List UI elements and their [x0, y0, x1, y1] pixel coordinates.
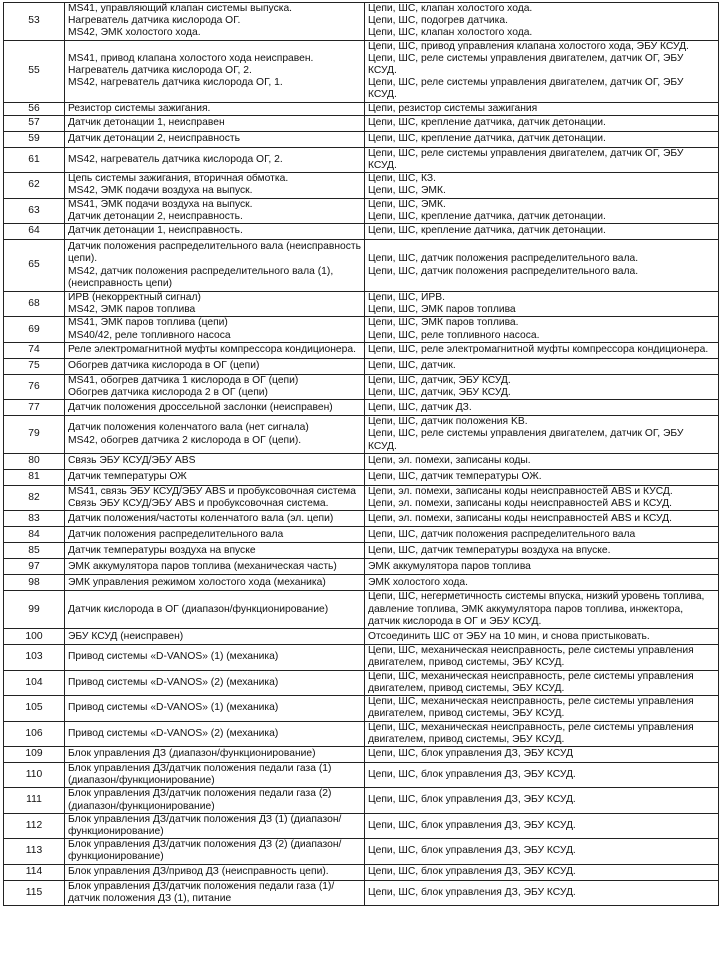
fault-description-cell: MS41, связь ЭБУ КСУД/ЭБУ ABS и пробуксовочная система Связь ЭБУ КСУД/ЭБУ ABS и пробуксовочная система.	[65, 485, 365, 510]
table-row	[4, 102, 719, 115]
fault-remedy-cell: Цепи, ШС, блок управления ДЗ, ЭБУ КСУД.	[365, 813, 719, 838]
fault-description-cell: Датчик температуры ОЖ	[65, 469, 365, 485]
table-row	[4, 224, 719, 240]
table-row	[4, 131, 719, 147]
fault-remedy-cell: Отсоединить ШС от ЭБУ на 10 мин, и снова пристыковать.	[365, 629, 719, 645]
fault-description-cell: ЭМК аккумулятора паров топлива (механическая часть)	[65, 559, 365, 575]
fault-remedy-cell: Цепи, ШС, ЭМК. Цепи, ШС, крепление датчика, датчик детонации.	[365, 198, 719, 223]
fault-remedy-cell: Цепи, ШС, КЗ. Цепи, ШС, ЭМК.	[365, 173, 719, 198]
fault-description-cell: Датчик положения распределительного вала	[65, 527, 365, 543]
fault-code-table-body	[4, 3, 719, 906]
fault-code-cell: 109	[4, 746, 65, 762]
table-row	[4, 864, 719, 880]
table-row	[4, 696, 719, 721]
fault-description-cell: ЭМК управления режимом холостого хода (механика)	[65, 575, 365, 591]
table-row	[4, 629, 719, 645]
fault-code-cell: 80	[4, 453, 65, 469]
fault-remedy-cell: Цепи, ШС, блок управления ДЗ, ЭБУ КСУД.	[365, 788, 719, 813]
table-row	[4, 342, 719, 358]
table-row	[4, 317, 719, 342]
fault-description-cell: MS41, управляющий клапан системы выпуска. Нагреватель датчика кислорода ОГ. MS42, ЭМК холостого хода.	[65, 3, 365, 41]
fault-remedy-cell: Цепи, ШС, блок управления ДЗ, ЭБУ КСУД.	[365, 864, 719, 880]
fault-code-cell: 104	[4, 670, 65, 695]
table-row	[4, 173, 719, 198]
fault-description-cell: Датчик положения/частоты коленчатого вала (эл. цепи)	[65, 511, 365, 527]
fault-remedy-cell: Цепи, эл. помехи, записаны коды.	[365, 453, 719, 469]
fault-description-cell: Привод системы «D-VANOS» (1) (механика)	[65, 645, 365, 670]
fault-description-cell: Резистор системы зажигания.	[65, 102, 365, 115]
fault-code-cell: 59	[4, 131, 65, 147]
fault-code-cell: 82	[4, 485, 65, 510]
fault-remedy-cell: Цепи, ШС, механическая неисправность, реле системы управления двигателем, привод системы, ЭБУ КСУД.	[365, 670, 719, 695]
fault-remedy-cell: Цепи, ШС, реле системы управления двигателем, датчик ОГ, ЭБУ КСУД.	[365, 147, 719, 172]
fault-description-cell: MS41, привод клапана холостого хода неисправен. Нагреватель датчика кислорода ОГ, 2. MS42, нагреватель датчика кислорода ОГ, 1.	[65, 40, 365, 102]
fault-description-cell: Блок управления ДЗ/датчик положения ДЗ (2) (диапазон/функционирование)	[65, 839, 365, 864]
fault-description-cell: Датчик положения коленчатого вала (нет сигнала) MS42, обогрев датчика 2 кислорода в ОГ (цепи).	[65, 416, 365, 454]
fault-code-cell: 113	[4, 839, 65, 864]
fault-code-cell: 103	[4, 645, 65, 670]
fault-code-cell: 61	[4, 147, 65, 172]
fault-code-cell: 64	[4, 224, 65, 240]
fault-remedy-cell: Цепи, ШС, датчик положения распределительного вала. Цепи, ШС, датчик положения распределительного вала.	[365, 240, 719, 292]
table-row	[4, 358, 719, 374]
fault-description-cell: Датчик температуры воздуха на впуске	[65, 543, 365, 559]
fault-code-cell: 114	[4, 864, 65, 880]
fault-code-cell: 105	[4, 696, 65, 721]
fault-code-cell: 85	[4, 543, 65, 559]
table-row	[4, 591, 719, 629]
table-row	[4, 453, 719, 469]
fault-code-cell: 63	[4, 198, 65, 223]
fault-code-cell: 75	[4, 358, 65, 374]
table-row	[4, 240, 719, 292]
table-row	[4, 543, 719, 559]
fault-description-cell: MS41, обогрев датчика 1 кислорода в ОГ (цепи) Обогрев датчика кислорода 2 в ОГ (цепи)	[65, 374, 365, 399]
fault-remedy-cell: Цепи, ШС, датчик ДЗ.	[365, 400, 719, 416]
fault-description-cell: MS41, ЭМК паров топлива (цепи) MS40/42, реле топливного насоса	[65, 317, 365, 342]
table-row	[4, 670, 719, 695]
table-row	[4, 115, 719, 131]
fault-remedy-cell: ЭМК аккумулятора паров топлива	[365, 559, 719, 575]
fault-remedy-cell: Цепи, ШС, привод управления клапана холостого хода, ЭБУ КСУД. Цепи, ШС, реле системы управления двигателем, датчик ОГ, ЭБУ КСУД. Цепи, ШС, реле системы управления двигателем, датчик ОГ, ЭБУ КСУД.	[365, 40, 719, 102]
fault-description-cell: Реле электромагнитной муфты компрессора кондиционера.	[65, 342, 365, 358]
fault-remedy-cell: Цепи, ШС, механическая неисправность, реле системы управления двигателем, привод системы, ЭБУ КСУД.	[365, 645, 719, 670]
fault-code-cell: 83	[4, 511, 65, 527]
fault-description-cell: Датчик детонации 1, неисправность.	[65, 224, 365, 240]
fault-description-cell: Цепь системы зажигания, вторичная обмотка. MS42, ЭМК подачи воздуха на выпуск.	[65, 173, 365, 198]
fault-remedy-cell: Цепи, эл. помехи, записаны коды неисправностей ABS и КСУД.	[365, 511, 719, 527]
fault-description-cell: Блок управления ДЗ/датчик положения педали газа (1)/датчик положения ДЗ (1), питание	[65, 880, 365, 905]
fault-code-cell: 68	[4, 292, 65, 317]
fault-description-cell: Датчик положения распределительного вала (неисправность цепи). MS42, датчик положения распределительного вала (1), (неисправность цепи)	[65, 240, 365, 292]
fault-description-cell: Датчик кислорода в ОГ (диапазон/функционирование)	[65, 591, 365, 629]
fault-description-cell: Привод системы «D-VANOS» (2) (механика)	[65, 670, 365, 695]
fault-remedy-cell: Цепи, ШС, негерметичность системы впуска, низкий уровень топлива, давление топлива, ЭМК аккумулятора паров топлива, инжектора, датчик кислорода в ОГ и ЭБУ КСУД.	[365, 591, 719, 629]
fault-description-cell: Датчик детонации 2, неисправность	[65, 131, 365, 147]
fault-description-cell: Датчик положения дроссельной заслонки (неисправен)	[65, 400, 365, 416]
fault-remedy-cell: Цепи, ШС, датчик положения распределительного вала	[365, 527, 719, 543]
fault-code-cell: 110	[4, 762, 65, 787]
fault-remedy-cell: Цепи, ШС, механическая неисправность, реле системы управления двигателем, привод системы, ЭБУ КСУД.	[365, 721, 719, 746]
fault-description-cell: Блок управления ДЗ (диапазон/функционирование)	[65, 746, 365, 762]
table-row	[4, 527, 719, 543]
table-row	[4, 416, 719, 454]
table-row	[4, 469, 719, 485]
fault-description-cell: MS41, ЭМК подачи воздуха на выпуск. Датчик детонации 2, неисправность.	[65, 198, 365, 223]
fault-description-cell: Привод системы «D-VANOS» (1) (механика)	[65, 696, 365, 721]
table-row	[4, 511, 719, 527]
fault-code-cell: 81	[4, 469, 65, 485]
fault-code-cell: 55	[4, 40, 65, 102]
fault-code-cell: 98	[4, 575, 65, 591]
fault-description-cell: ЭБУ КСУД (неисправен)	[65, 629, 365, 645]
fault-description-cell: Обогрев датчика кислорода в ОГ (цепи)	[65, 358, 365, 374]
fault-remedy-cell: Цепи, ШС, блок управления ДЗ, ЭБУ КСУД.	[365, 880, 719, 905]
fault-description-cell: Блок управления ДЗ/датчик положения педали газа (2) (диапазон/функционирование)	[65, 788, 365, 813]
fault-remedy-cell: Цепи, ШС, датчик положения KB. Цепи, ШС, реле системы управления двигателем, датчик ОГ, ЭБУ КСУД.	[365, 416, 719, 454]
fault-description-cell: Блок управления ДЗ/датчик положения ДЗ (1) (диапазон/функционирование)	[65, 813, 365, 838]
fault-description-cell: ИРВ (некорректный сигнал) MS42, ЭМК паров топлива	[65, 292, 365, 317]
table-row	[4, 575, 719, 591]
fault-remedy-cell: Цепи, эл. помехи, записаны коды неисправностей ABS и КУСД. Цепи, эл. помехи, записаны коды неисправностей ABS и КСУД.	[365, 485, 719, 510]
table-row	[4, 746, 719, 762]
fault-code-cell: 97	[4, 559, 65, 575]
fault-code-cell: 69	[4, 317, 65, 342]
fault-remedy-cell: Цепи, ШС, датчик температуры воздуха на впуске.	[365, 543, 719, 559]
fault-code-table	[3, 2, 719, 906]
fault-code-cell: 57	[4, 115, 65, 131]
table-row	[4, 839, 719, 864]
fault-remedy-cell: Цепи, резистор системы зажигания	[365, 102, 719, 115]
fault-remedy-cell: Цепи, ШС, реле электромагнитной муфты компрессора кондиционера.	[365, 342, 719, 358]
fault-code-cell: 112	[4, 813, 65, 838]
fault-code-cell: 77	[4, 400, 65, 416]
table-row	[4, 292, 719, 317]
fault-remedy-cell: Цепи, ШС, блок управления ДЗ, ЭБУ КСУД.	[365, 839, 719, 864]
fault-description-cell: Привод системы «D-VANOS» (2) (механика)	[65, 721, 365, 746]
fault-remedy-cell: Цепи, ШС, крепление датчика, датчик детонации.	[365, 224, 719, 240]
fault-remedy-cell: Цепи, ШС, датчик температуры ОЖ.	[365, 469, 719, 485]
fault-description-cell: MS42, нагреватель датчика кислорода ОГ, 2.	[65, 147, 365, 172]
fault-code-cell: 74	[4, 342, 65, 358]
fault-description-cell: Датчик детонации 1, неисправен	[65, 115, 365, 131]
fault-description-cell: Блок управления ДЗ/привод ДЗ (неисправность цепи).	[65, 864, 365, 880]
table-row	[4, 400, 719, 416]
fault-code-cell: 99	[4, 591, 65, 629]
fault-description-cell: Блок управления ДЗ/датчик положения педали газа (1) (диапазон/функционирование)	[65, 762, 365, 787]
fault-remedy-cell: ЭМК холостого хода.	[365, 575, 719, 591]
table-row	[4, 198, 719, 223]
fault-code-cell: 84	[4, 527, 65, 543]
fault-remedy-cell: Цепи, ШС, ЭМК паров топлива. Цепи, ШС, реле топливного насоса.	[365, 317, 719, 342]
fault-code-cell: 100	[4, 629, 65, 645]
fault-remedy-cell: Цепи, ШС, датчик, ЭБУ КСУД. Цепи, ШС, датчик, ЭБУ КСУД.	[365, 374, 719, 399]
fault-code-cell: 62	[4, 173, 65, 198]
fault-remedy-cell: Цепи, ШС, клапан холостого хода. Цепи, ШС, подогрев датчика. Цепи, ШС, клапан холостого хода.	[365, 3, 719, 41]
fault-code-cell: 111	[4, 788, 65, 813]
fault-description-cell: Связь ЭБУ КСУД/ЭБУ ABS	[65, 453, 365, 469]
fault-remedy-cell: Цепи, ШС, ИРВ. Цепи, ШС, ЭМК паров топлива	[365, 292, 719, 317]
table-row	[4, 147, 719, 172]
fault-remedy-cell: Цепи, ШС, механическая неисправность, реле системы управления двигателем, привод системы, ЭБУ КСУД.	[365, 696, 719, 721]
table-row	[4, 40, 719, 102]
fault-remedy-cell: Цепи, ШС, крепление датчика, датчик детонации.	[365, 115, 719, 131]
fault-code-cell: 53	[4, 3, 65, 41]
fault-code-cell: 76	[4, 374, 65, 399]
table-row	[4, 721, 719, 746]
table-row	[4, 485, 719, 510]
table-row	[4, 645, 719, 670]
table-row	[4, 880, 719, 905]
fault-remedy-cell: Цепи, ШС, блок управления ДЗ, ЭБУ КСУД	[365, 746, 719, 762]
table-row	[4, 374, 719, 399]
table-row	[4, 559, 719, 575]
fault-code-cell: 65	[4, 240, 65, 292]
table-row	[4, 813, 719, 838]
table-row	[4, 762, 719, 787]
table-row	[4, 3, 719, 41]
fault-remedy-cell: Цепи, ШС, датчик.	[365, 358, 719, 374]
fault-code-cell: 106	[4, 721, 65, 746]
fault-code-cell: 56	[4, 102, 65, 115]
fault-code-cell: 115	[4, 880, 65, 905]
fault-remedy-cell: Цепи, ШС, крепление датчика, датчик детонации.	[365, 131, 719, 147]
fault-code-cell: 79	[4, 416, 65, 454]
fault-remedy-cell: Цепи, ШС, блок управления ДЗ, ЭБУ КСУД.	[365, 762, 719, 787]
table-row	[4, 788, 719, 813]
